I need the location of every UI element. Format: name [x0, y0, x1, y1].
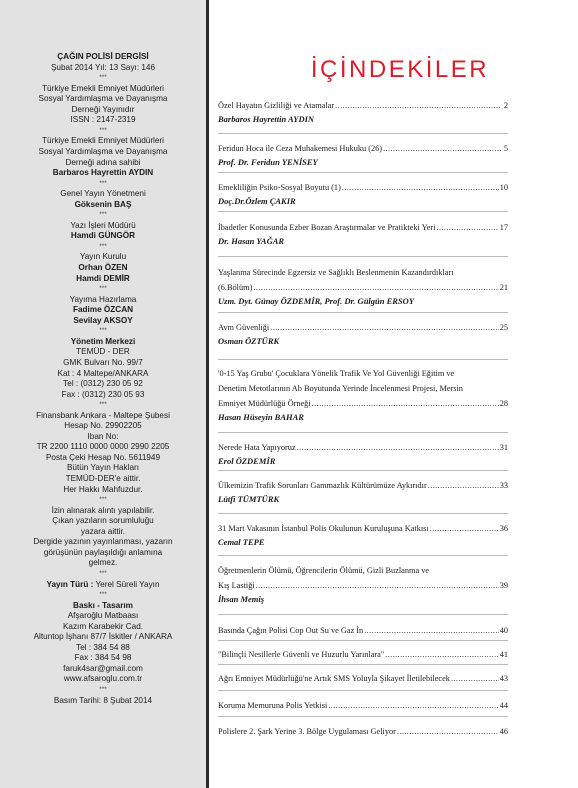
toc-entry-title	[218, 265, 508, 295]
toc-title-line: Nerede Hata Yapıyoruz ..... 31	[218, 440, 508, 455]
toc-entry-title	[218, 440, 508, 455]
dot-leader	[335, 98, 501, 113]
toc-title-line: Avm Güvenliği ..... 25	[218, 320, 508, 335]
page-number: 10	[499, 183, 508, 192]
toc-entry[interactable]	[218, 265, 508, 306]
entry-separator	[218, 432, 508, 433]
masthead-line: Her Hakkı Mahfuzdur.	[63, 484, 143, 494]
toc-entry[interactable]	[218, 671, 508, 686]
separator-stars: ***	[99, 74, 107, 82]
separator-stars: ***	[99, 285, 107, 293]
toc-entry-author: Erol ÖZDEMİR	[218, 456, 276, 466]
entry-separator	[218, 256, 508, 257]
separator-stars: ***	[99, 686, 107, 693]
page-number: 17	[499, 223, 508, 232]
page-number: 41	[499, 650, 508, 659]
toc-entry-author: Prof. Dr. Feridun YENİSEY	[218, 157, 318, 167]
masthead-line: Hesap No. 29902205	[64, 421, 142, 431]
masthead-line: yazara aittir.	[80, 526, 126, 536]
toc-title-line: Özel Hayatın Gizliliği ve Atamalar ..... 2	[218, 98, 508, 113]
masthead-line: TEMÜD - DER	[76, 347, 130, 357]
masthead-sidebar	[0, 0, 206, 788]
masthead-line: Baskı - Tasarım	[73, 600, 133, 610]
page-number: 40	[499, 626, 508, 635]
toc-entry[interactable]	[218, 440, 508, 466]
dot-leader	[328, 698, 498, 713]
toc-entry-title	[218, 647, 508, 662]
toc-title-line: 31 Mart Vakasının İstanbul Polis Okulunun Kuruluşuna Katkısı ..... 36	[218, 521, 508, 536]
separator-stars: ***	[99, 569, 107, 577]
masthead-line: Fax : 384 54 98	[74, 653, 132, 663]
toc-entry-title	[218, 141, 508, 156]
toc-title-line: Emniyet Müdürlüğü Örneği ..... 28	[218, 396, 508, 411]
page-number: 2	[503, 101, 508, 110]
entry-separator	[218, 172, 508, 173]
masthead-line: Derneği adına sahibi	[65, 157, 141, 167]
toc-entry[interactable]	[218, 724, 508, 739]
entry-separator	[218, 664, 508, 665]
masthead-line: faruk4sar@gmail.com	[63, 663, 143, 673]
page-number: 33	[499, 481, 508, 490]
dot-leader	[342, 180, 499, 195]
masthead-line: Sosyal Yardımlaşma ve Dayanışma	[38, 94, 168, 104]
masthead-line: Iban No:	[87, 431, 119, 441]
toc-entry-title	[218, 478, 508, 493]
masthead-line: Fax : (0312) 230 05 93	[61, 389, 145, 399]
toc-title-line: Denetim Metotlarının Ab Boyutunda Yerinde İncelenmesi Projesi, Mersin	[218, 384, 463, 393]
masthead-line: Türkiye Emekli Emniyet Müdürleri	[42, 136, 164, 146]
toc-entry-title	[218, 320, 508, 335]
masthead-line: görüşünün paylaşıldığı anlamına	[43, 547, 163, 557]
toc-entry[interactable]	[218, 563, 508, 604]
toc-entry-author: Osman ÖZTÜRK	[218, 336, 280, 346]
masthead-line: Hamdi GÜNGÖR	[70, 231, 136, 241]
masthead-line: Şubat 2014 Yıl: 13 Sayı: 146	[50, 62, 156, 72]
masthead-line: GMK Bulvarı No. 99/7	[63, 357, 143, 367]
entry-separator	[218, 555, 508, 556]
toc-title-line: Polislere 2. Şark Yerine 3. Bölge Uygulaması Geliyor ..... 46	[218, 724, 508, 739]
toc-entry-author: Doç.Dr.Özlem ÇAKIR	[218, 196, 296, 206]
toc-entry-author: Cemal TEPE	[218, 537, 265, 547]
entry-separator	[218, 211, 508, 212]
toc-entry-author: İhsan Memiş	[218, 594, 265, 604]
masthead-line: Göksenin BAŞ	[74, 199, 132, 209]
page-number: 44	[499, 701, 508, 710]
toc-entry-title	[218, 698, 508, 713]
masthead-line: Hamdi DEMİR	[76, 273, 130, 283]
masthead-line: Yazı İşleri Müdürü	[70, 220, 136, 230]
separator-stars: ***	[99, 327, 107, 335]
separator-stars: ***	[99, 591, 107, 599]
masthead-line: İzin alınarak alıntı yapılabilir.	[51, 505, 155, 515]
toc-entry[interactable]	[218, 366, 508, 422]
dot-leader	[253, 280, 498, 295]
dot-leader	[256, 578, 499, 593]
masthead-line: TR 2200 1110 0000 0000 2990 2205	[36, 442, 170, 452]
separator-stars: ***	[99, 242, 107, 250]
toc-entry-author: Barbaros Hayrettin AYDIN	[218, 114, 315, 124]
masthead-line: www.afsaroglu.com.tr	[63, 674, 143, 684]
page-number: 46	[499, 727, 508, 736]
masthead-line: gelmez.	[88, 558, 118, 568]
page-number: 43	[499, 674, 508, 683]
masthead-line: Sevilay AKSOY	[73, 315, 133, 325]
entry-separator	[218, 513, 508, 514]
toc-title-line: "Bilinçli Nesillerle Güvenli ve Huzurlu Yarınlara" ..... 41	[218, 647, 508, 662]
masthead-line: ISSN : 2147-2319	[70, 115, 136, 125]
toc-entry[interactable]	[218, 220, 508, 246]
page-number: 28	[499, 399, 508, 408]
toc-title-line: İbadetler Konusunda Ezber Bozan Araştırmalar ve Pratikteki Yeri ..... 17	[218, 220, 508, 235]
entry-separator	[218, 312, 508, 313]
toc-entry[interactable]	[218, 623, 508, 638]
page-number: 39	[499, 581, 508, 590]
toc-title-line: Ülkemizin Trafik Sorunları Gammazlık Kültürümüze Aykırıdır ..... 33	[218, 478, 508, 493]
toc-entry-title	[218, 98, 508, 113]
dot-leader	[383, 141, 501, 156]
masthead-line: Sosyal Yardımlaşma ve Dayanışma	[38, 146, 168, 156]
toc-title-line: Kış Lastiği ..... 39	[218, 578, 508, 593]
separator-stars: ***	[99, 401, 107, 409]
page-number: 25	[499, 323, 508, 332]
toc-entry-author: Uzm. Dyt. Günay ÖZDEMİR, Prof. Dr. Gülgün ERSOY	[218, 296, 415, 306]
separator-stars: ***	[99, 496, 107, 504]
toc-title-line: Emekliliğin Psiko-Sosyal Boyutu (1) ..... 10	[218, 180, 508, 195]
masthead-line: Tel : (0312) 230 05 92	[63, 379, 143, 389]
toc-entry[interactable]	[218, 478, 508, 504]
toc-title-line: Koruma Memuruna Polis Yetkisi ..... 44	[218, 698, 508, 713]
toc-entry-title	[218, 220, 508, 235]
masthead-line: Türkiye Emekli Emniyet Müdürleri	[42, 83, 164, 93]
masthead-line: Afşaroğlu Matbaası	[67, 611, 139, 621]
toc-entry[interactable]	[218, 521, 508, 547]
masthead-line: Dergide yazının yayınlanması, yazarın	[33, 537, 173, 547]
page-number: 31	[499, 443, 508, 452]
masthead-line: Derneği Yayınıdır	[71, 104, 135, 114]
masthead-line: Yayın Kurulu	[79, 252, 127, 262]
entry-separator	[218, 640, 508, 641]
dot-leader	[364, 623, 499, 638]
toc-entry-title	[218, 521, 508, 536]
toc-entry-author: Hasan Hüseyin BAHAR	[218, 412, 304, 422]
dot-leader	[397, 724, 499, 739]
masthead-line: Posta Çeki Hesap No. 5611949	[45, 452, 161, 462]
masthead-line: Altuntop İşhanı 87/7 İskitler / ANKARA	[33, 632, 173, 642]
masthead-line: Orhan ÖZEN	[78, 263, 128, 272]
toc-entry[interactable]	[218, 698, 508, 713]
masthead-line: Kazım Karabekir Cad.	[62, 621, 144, 631]
toc-entry[interactable]	[218, 180, 508, 206]
dot-leader	[428, 478, 499, 493]
toc-title-line: Yaşlanma Sürecinde Egzersiz ve Sağlıklı Beslenmenin Kazandırdıkları	[218, 268, 454, 277]
masthead-line: Yayıma Hazırlama	[69, 294, 137, 304]
toc-entry[interactable]	[218, 98, 508, 124]
toc-entry-title	[218, 671, 508, 686]
dot-leader	[312, 396, 499, 411]
page-number: 5	[503, 144, 508, 153]
masthead-line: Yayın Türü : Yerel Süreli Yayın	[46, 579, 160, 589]
masthead-line: Çıkan yazıların sorumluluğu	[52, 516, 154, 526]
vertical-divider	[206, 0, 209, 788]
toc-title-line: Öğretmenlerin Ölümü, Öğrencilerin Ölümü, Gizli Buzlanma ve	[218, 566, 430, 575]
toc-entry-title	[218, 366, 508, 411]
entry-separator	[218, 470, 508, 471]
toc-entry-author: Lütfi TÜMTÜRK	[218, 494, 280, 504]
toc-entry-title	[218, 563, 508, 593]
toc-entry-title	[218, 180, 508, 195]
entry-separator	[218, 690, 508, 691]
toc-entry[interactable]	[218, 647, 508, 662]
toc-entry[interactable]	[218, 320, 508, 346]
dot-leader	[437, 220, 499, 235]
separator-stars: ***	[99, 211, 107, 219]
dot-leader	[430, 521, 499, 536]
toc-entry[interactable]	[218, 141, 508, 167]
toc-title-line: Basında Çağın Polisi Cop Out Su ve Gaz İn ..... 40	[218, 623, 508, 638]
entry-separator	[218, 133, 508, 134]
entry-separator	[218, 716, 508, 717]
masthead-line: ÇAĞIN POLİSİ DERGİSİ	[57, 52, 149, 61]
dot-leader	[270, 320, 498, 335]
masthead-line: Fadime ÖZCAN	[72, 305, 134, 315]
toc-title-line: Feridun Hoca ile Ceza Muhakemesi Hukuku (26) ..... 5	[218, 141, 508, 156]
dot-leader	[297, 440, 499, 455]
masthead-line: Finansbank Ankara - Maltepe Şubesi	[36, 410, 170, 420]
dot-leader	[451, 671, 499, 686]
masthead-line: Genel Yayın Yönetmeni	[60, 189, 146, 199]
page-number: 36	[499, 524, 508, 533]
masthead-line: Kat : 4 Maltepe/ANKARA	[57, 368, 149, 378]
toc-title-line: (6.Bölüm) ..... 21	[218, 280, 508, 295]
toc-entry-title	[218, 623, 508, 638]
separator-stars: ***	[99, 179, 107, 187]
masthead-line: Barbaros Hayrettin AYDIN	[52, 168, 154, 178]
masthead-line: Bütün Yayın Hakları	[66, 463, 140, 473]
masthead-line: Yönetim Merkezi	[70, 336, 136, 346]
dot-leader	[385, 647, 498, 662]
separator-stars: ***	[99, 126, 107, 134]
masthead-line: Tel : 384 54 88	[76, 642, 130, 652]
page-number: 21	[499, 283, 508, 292]
masthead-line: TEMÜD-DER'e aittir.	[65, 474, 141, 483]
entry-separator	[218, 614, 508, 615]
toc-title-line: '0-15 Yaş Grubu' Çocuklara Yönelik Trafik Ve Yol Güvenliği Eğitim ve	[218, 369, 455, 378]
toc-entry-title	[218, 724, 508, 739]
toc-title: İÇİNDEKİLER	[310, 56, 490, 83]
masthead-line: Basım Tarihi: 8 Şubat 2014	[53, 695, 153, 705]
entry-separator	[218, 359, 508, 360]
toc-title-line: Ağrı Emniyet Müdürlüğü'ne Artık SMS Yoluyla Şikayet İletilebilecek ..... 43	[218, 671, 508, 686]
toc-entry-author: Dr. Hasan YAĞAR	[218, 236, 285, 246]
